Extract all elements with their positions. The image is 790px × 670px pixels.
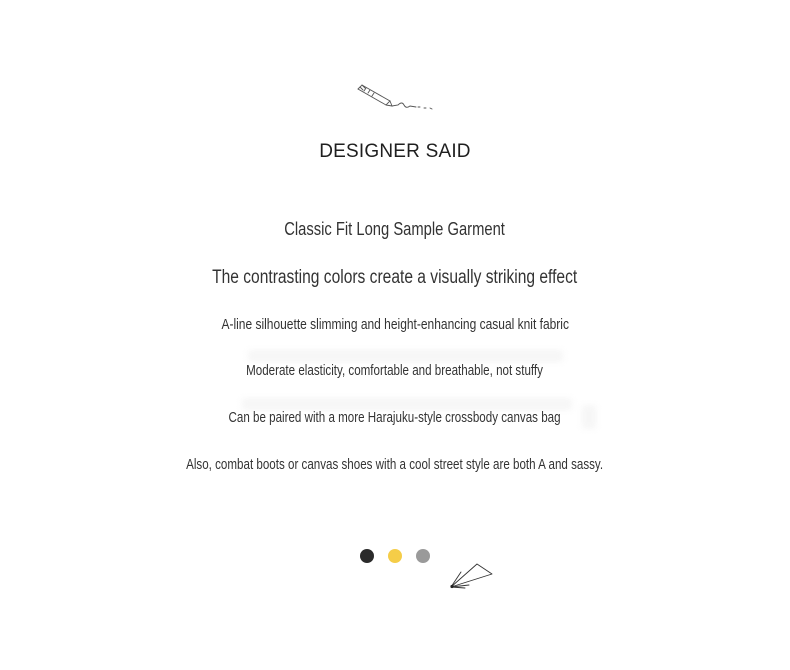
ghost-artifact xyxy=(248,350,563,362)
color-swatch-yellow[interactable] xyxy=(388,549,402,563)
color-swatch-black[interactable] xyxy=(360,549,374,563)
description-line: The contrasting colors create a visually striking effect xyxy=(212,267,578,288)
description-line: Moderate elasticity, comfortable and breathable, not stuffy xyxy=(246,363,544,379)
paper-plane-icon xyxy=(449,562,495,590)
ghost-artifact xyxy=(242,398,572,410)
pen-icon xyxy=(354,83,436,113)
color-swatch-gray[interactable] xyxy=(416,549,430,563)
section-title: DESIGNER SAID xyxy=(319,141,471,162)
description-line: Can be paired with a more Harajuku-style crossbody canvas bag xyxy=(228,410,562,426)
description-line: A-line silhouette slimming and height-enhancing casual knit fabric xyxy=(221,316,569,333)
description-line: Also, combat boots or canvas shoes with a cool street style are both A and sassy. xyxy=(186,457,604,473)
product-name: Classic Fit Long Sample Garment xyxy=(284,219,506,239)
color-swatches xyxy=(360,549,430,563)
